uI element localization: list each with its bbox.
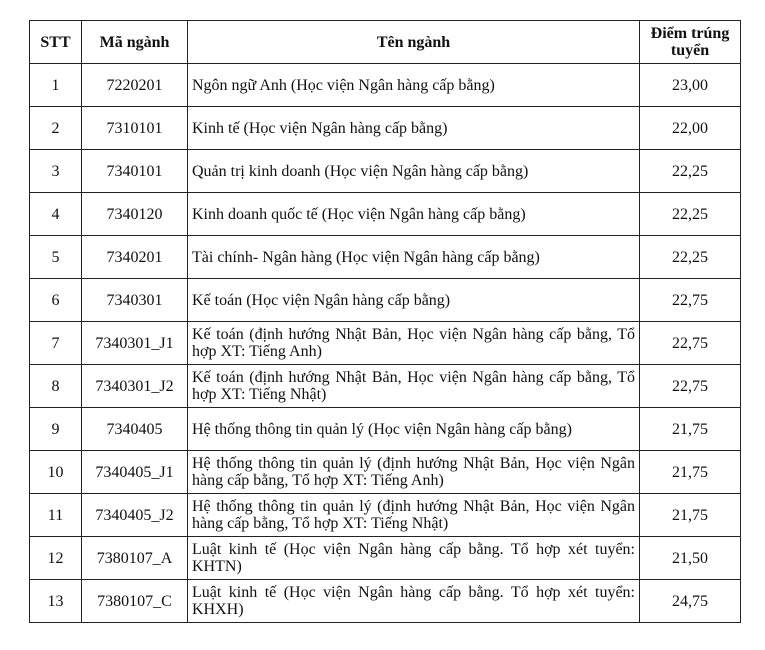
row-name: Tài chính- Ngân hàng (Học viện Ngân hàng cấp bằng) [188, 236, 640, 279]
row-score: 22,25 [640, 150, 741, 193]
admission-scores-table [29, 20, 741, 623]
row-stt: 1 [30, 64, 82, 107]
row-score: 22,00 [640, 107, 741, 150]
header-code: Mã ngành [82, 21, 188, 64]
row-code: 7220201 [82, 64, 188, 107]
table-row [30, 365, 741, 408]
row-name: Kế toán (định hướng Nhật Bản, Học viện Ngân hàng cấp bằng, Tổ hợp XT: Tiếng Nhật) [188, 365, 640, 408]
row-name: Luật kinh tế (Học viện Ngân hàng cấp bằng. Tổ hợp xét tuyển: KHTN) [188, 537, 640, 580]
row-name: Kinh doanh quốc tế (Học viện Ngân hàng cấp bằng) [188, 193, 640, 236]
row-score: 22,75 [640, 279, 741, 322]
row-name: Hệ thống thông tin quản lý (định hướng Nhật Bản, Học viện Ngân hàng cấp bằng, Tổ hợp XT: Tiếng Nhật) [188, 494, 640, 537]
row-stt: 7 [30, 322, 82, 365]
row-code: 7380107_A [82, 537, 188, 580]
row-score: 22,25 [640, 236, 741, 279]
table-row [30, 107, 741, 150]
row-score: 22,75 [640, 322, 741, 365]
table-row [30, 494, 741, 537]
table-row [30, 322, 741, 365]
table-row [30, 236, 741, 279]
row-code: 7340405 [82, 408, 188, 451]
header-row [30, 21, 741, 64]
row-stt: 2 [30, 107, 82, 150]
table-row [30, 279, 741, 322]
row-code: 7380107_C [82, 580, 188, 623]
row-code: 7340301_J1 [82, 322, 188, 365]
row-score: 23,00 [640, 64, 741, 107]
table-body [30, 64, 741, 623]
row-score: 24,75 [640, 580, 741, 623]
row-name: Kế toán (Học viện Ngân hàng cấp bằng) [188, 279, 640, 322]
header-name: Tên ngành [188, 21, 640, 64]
row-name: Hệ thống thông tin quản lý (định hướng Nhật Bản, Học viện Ngân hàng cấp bằng, Tổ hợp XT: Tiếng Anh) [188, 451, 640, 494]
row-code: 7340405_J1 [82, 451, 188, 494]
table-row [30, 193, 741, 236]
table-row [30, 408, 741, 451]
row-stt: 12 [30, 537, 82, 580]
row-score: 22,25 [640, 193, 741, 236]
row-stt: 4 [30, 193, 82, 236]
row-name: Luật kinh tế (Học viện Ngân hàng cấp bằng. Tổ hợp xét tuyển: KHXH) [188, 580, 640, 623]
table-header [30, 21, 741, 64]
row-stt: 8 [30, 365, 82, 408]
row-code: 7340405_J2 [82, 494, 188, 537]
row-code: 7340301_J2 [82, 365, 188, 408]
row-code: 7340120 [82, 193, 188, 236]
row-stt: 11 [30, 494, 82, 537]
row-score: 22,75 [640, 365, 741, 408]
header-stt: STT [30, 21, 82, 64]
table-row [30, 451, 741, 494]
table-row [30, 537, 741, 580]
row-name: Kinh tế (Học viện Ngân hàng cấp bằng) [188, 107, 640, 150]
row-stt: 10 [30, 451, 82, 494]
row-code: 7340101 [82, 150, 188, 193]
row-stt: 6 [30, 279, 82, 322]
row-score: 21,75 [640, 494, 741, 537]
row-name: Ngôn ngữ Anh (Học viện Ngân hàng cấp bằng) [188, 64, 640, 107]
row-name: Quản trị kinh doanh (Học viện Ngân hàng cấp bằng) [188, 150, 640, 193]
row-stt: 5 [30, 236, 82, 279]
row-stt: 9 [30, 408, 82, 451]
table-row [30, 580, 741, 623]
row-stt: 3 [30, 150, 82, 193]
row-stt: 13 [30, 580, 82, 623]
table-row [30, 64, 741, 107]
row-score: 21,50 [640, 537, 741, 580]
row-score: 21,75 [640, 451, 741, 494]
row-name: Hệ thống thông tin quản lý (Học viện Ngân hàng cấp bằng) [188, 408, 640, 451]
table-row [30, 150, 741, 193]
row-code: 7340201 [82, 236, 188, 279]
row-code: 7310101 [82, 107, 188, 150]
row-code: 7340301 [82, 279, 188, 322]
row-score: 21,75 [640, 408, 741, 451]
row-name: Kế toán (định hướng Nhật Bản, Học viện Ngân hàng cấp bằng, Tổ hợp XT: Tiếng Anh) [188, 322, 640, 365]
header-score: Điểm trúng tuyển [640, 21, 741, 64]
